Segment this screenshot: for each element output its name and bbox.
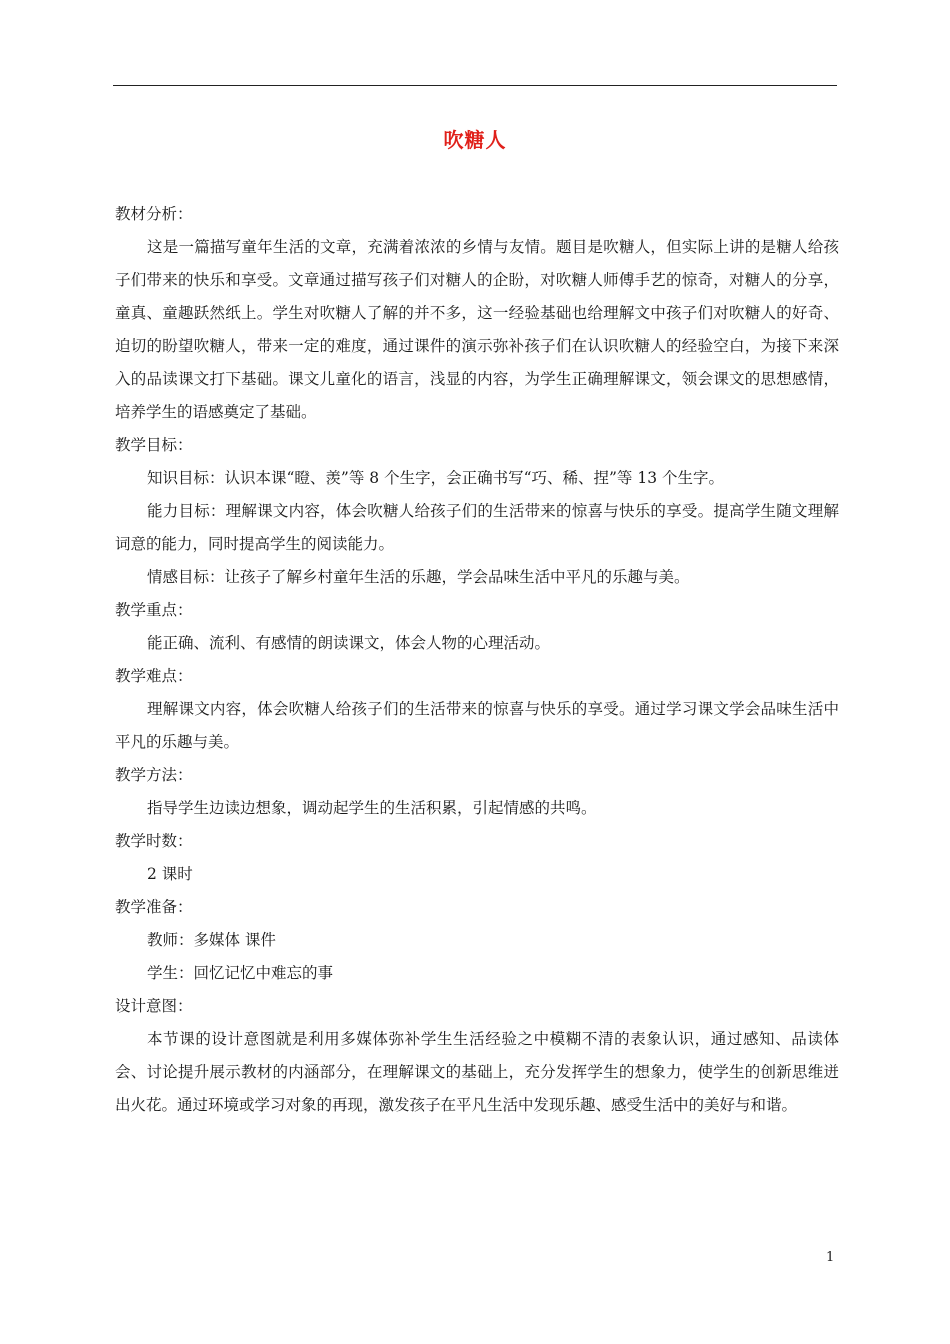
difficulty-paragraph: 理解课文内容，体会吹糖人给孩子们的生活带来的惊喜与快乐的享受。通过学习课文学会品味生活中平凡的乐趣与美。 bbox=[115, 700, 839, 751]
goal-ability: 能力目标：理解课文内容，体会吹糖人给孩子们的生活带来的惊喜与快乐的享受。提高学生随文理解词意的能力，同时提高学生的阅读能力。 bbox=[115, 502, 839, 553]
prep-student: 学生：回忆记忆中难忘的事 bbox=[147, 964, 334, 982]
document-body bbox=[115, 198, 839, 1122]
key-paragraph: 能正确、流利、有感情的朗读课文，体会人物的心理活动。 bbox=[147, 634, 551, 652]
analysis-paragraph: 这是一篇描写童年生活的文章，充满着浓浓的乡情与友情。题目是吹糖人，但实际上讲的是糖人给孩子们带来的快乐和享受。文章通过描写孩子们对糖人的企盼，对吹糖人师傅手艺的惊奇，对糖人的分享，童真、童趣跃然纸上。学生对吹糖人了解的并不多，这一经验基础也给理解文中孩子们对吹糖人的好奇、迫切的盼望吹糖人，带来一定的难度，通过课件的演示弥补孩子们在认识吹糖人的经验空白，为接下来深入的品读课文打下基础。课文儿童化的语言，浅显的内容，为学生正确理解课文，领会课文的思想感情，培养学生的语感奠定了基础。 bbox=[115, 238, 839, 421]
section-heading-difficulty: 教学难点： bbox=[115, 667, 193, 685]
section-heading-goals: 教学目标： bbox=[115, 436, 193, 454]
prep-teacher: 教师：多媒体 课件 bbox=[147, 931, 276, 949]
page-number: 1 bbox=[826, 1250, 835, 1265]
method-paragraph: 指导学生边读边想象，调动起学生的生活积累，引起情感的共鸣。 bbox=[147, 799, 597, 817]
hours-paragraph: 2 课时 bbox=[147, 865, 193, 883]
section-heading-prep: 教学准备： bbox=[115, 898, 193, 916]
section-heading-intent: 设计意图： bbox=[115, 997, 193, 1015]
document-title: 吹糖人 bbox=[443, 128, 507, 152]
section-heading-method: 教学方法： bbox=[115, 766, 193, 784]
section-heading-hours: 教学时数： bbox=[115, 832, 193, 850]
goal-knowledge: 知识目标：认识本课“瞪、羡”等 8 个生字，会正确书写“巧、稀、捏”等 13 个生字。 bbox=[147, 469, 724, 487]
intent-paragraph: 本节课的设计意图就是利用多媒体弥补学生生活经验之中模糊不清的表象认识，通过感知、品读体会、讨论提升展示教材的内涵部分，在理解课文的基础上，充分发挥学生的想象力，使学生的创新思维迸出火花。通过环境或学习对象的再现，激发孩子在平凡生活中发现乐趣、感受生活中的美好与和谐。 bbox=[115, 1030, 839, 1114]
section-heading-key: 教学重点： bbox=[115, 601, 193, 619]
section-heading-analysis: 教材分析： bbox=[115, 205, 193, 223]
goal-emotion: 情感目标：让孩子了解乡村童年生活的乐趣，学会品味生活中平凡的乐趣与美。 bbox=[147, 568, 690, 586]
header-rule bbox=[113, 85, 837, 86]
